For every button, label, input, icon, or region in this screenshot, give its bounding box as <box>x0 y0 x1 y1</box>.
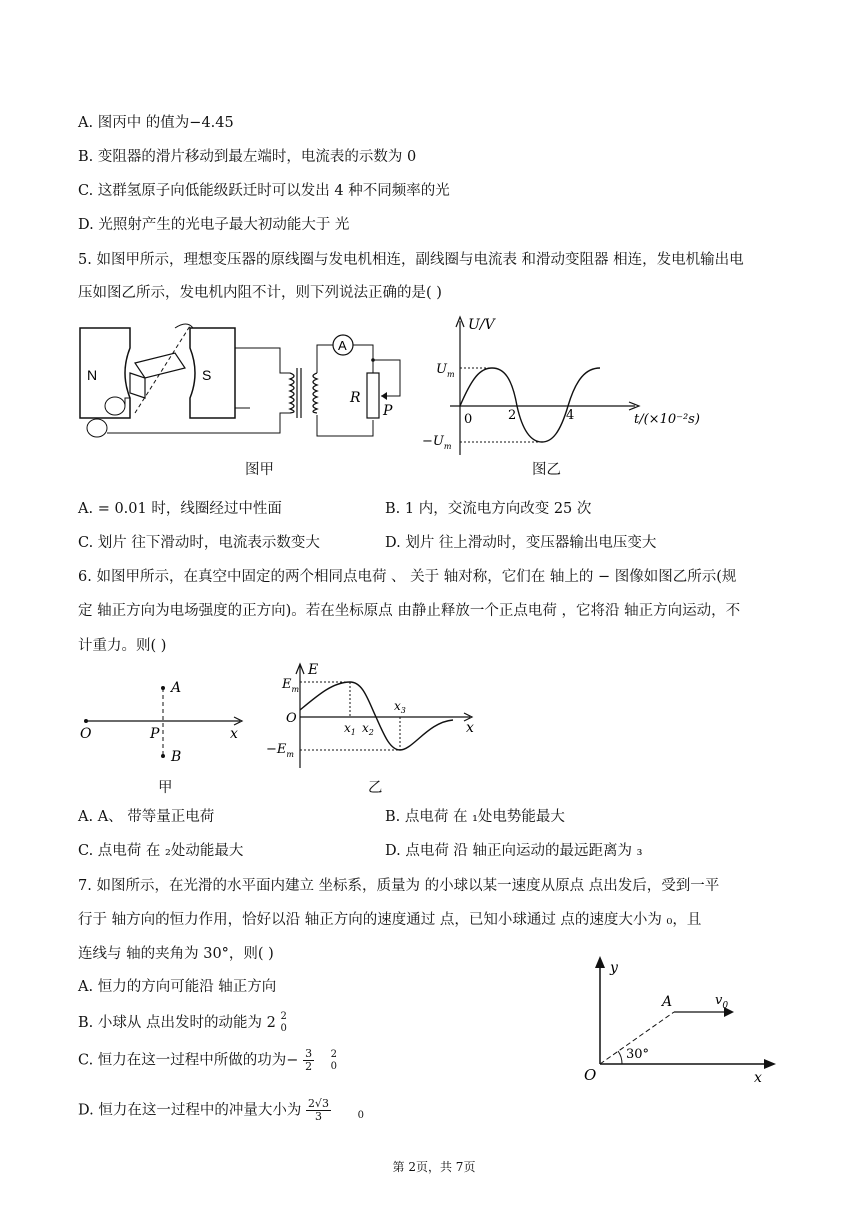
x-axis-label: x <box>754 1070 762 1086</box>
q7-option-b-text: B. 小球从 点出发时的动能为 2 <box>78 1015 276 1031</box>
q7-option-d-fraction <box>306 1098 331 1123</box>
x3-sub: 3 <box>400 706 406 715</box>
q7-stem-line2: 行于 轴方向的恒力作用，恰好以沿 轴正方向的速度通过 点，已知小球通过 点的速度大小为 ₀，且 <box>78 912 702 928</box>
em-label: E <box>282 677 292 692</box>
q7-option-c-numerator: 3 <box>305 1047 313 1060</box>
y-axis-label: U/V <box>468 317 495 333</box>
point-p-label: P <box>150 726 160 742</box>
q5-fig-a-caption: 图甲 <box>245 462 274 478</box>
svg-text:Um <box>436 362 455 379</box>
x2-label: x <box>362 721 369 735</box>
q5-option-a: A. = 0.01 时，线圈经过中性面 <box>78 501 282 517</box>
um-sub: m <box>446 370 455 379</box>
origin-label: 0 <box>464 412 473 427</box>
q7-option-d-sub: 0 <box>357 1109 364 1121</box>
q7-option-c-fraction <box>303 1048 314 1073</box>
magnet-s-label: S <box>202 367 212 383</box>
x2-sub: 2 <box>368 728 374 737</box>
velocity-sub: 0 <box>722 1001 729 1011</box>
origin-o-label: O <box>80 726 92 742</box>
x-axis-label: x <box>466 720 474 736</box>
origin-label: O <box>584 1066 597 1084</box>
x-axis-label: x <box>230 726 238 742</box>
q7-option-c-sub: 0 <box>330 1060 338 1072</box>
x-axis-label: t/(×10⁻²s) <box>634 412 700 427</box>
svg-text:x2 <box>362 721 374 737</box>
y-axis-label: y <box>610 960 618 976</box>
page-footer: 第 2页，共 7页 <box>392 1160 476 1174</box>
q7-option-d-text: D. 恒力在这一过程中的冲量大小为 <box>78 1102 302 1119</box>
q6-option-a: A. A、 带等量正电荷 <box>78 809 215 825</box>
q7-option-b-sup: 2 <box>280 1011 287 1022</box>
q7-option-c <box>78 1048 337 1073</box>
q7-option-c-sup: 2 <box>330 1048 338 1060</box>
svg-text:Em <box>281 677 300 694</box>
q6-figure-charges <box>78 676 248 776</box>
svg-text:−Em <box>266 742 294 759</box>
q6-fig-a-caption: 甲 <box>158 780 173 796</box>
svg-text:−Um <box>422 434 452 451</box>
q7-figure-coordinate <box>582 952 782 1087</box>
q6-fig-b-caption: 乙 <box>368 780 383 796</box>
ammeter-label: A <box>338 338 347 353</box>
charge-b-label: B <box>171 749 182 765</box>
neg-em-sub: m <box>286 750 294 759</box>
q4-option-d: D. 光照射产生的光电子最大初动能大于 光 <box>78 217 350 233</box>
q6-stem-line1: 6. 如图甲所示，在真空中固定的两个相同点电荷 、 关于 轴对称，它们在 轴上的 − 图像如图乙所示(规 <box>78 569 737 585</box>
q6-option-c: C. 点电荷 在 ₂处动能最大 <box>78 843 244 859</box>
svg-text:v0 <box>715 993 728 1011</box>
point-a-label: A <box>662 994 673 1010</box>
q4-option-b: B. 变阻器的滑片移动到最左端时，电流表的示数为 0 <box>78 149 417 165</box>
x1-label: x <box>344 721 351 735</box>
slider-label: P <box>383 403 393 419</box>
q5-option-d: D. 划片 往上滑动时，变压器输出电压变大 <box>385 535 657 551</box>
q5-fig-b-caption: 图乙 <box>532 462 561 478</box>
e-axis-label: E <box>308 662 319 678</box>
q7-option-b <box>78 1011 287 1035</box>
q4-option-c: C. 这群氢原子向低能级跃迁时可以发出 4 种不同频率的光 <box>78 183 450 199</box>
em-sub: m <box>291 685 300 694</box>
q7-option-d <box>78 1098 364 1126</box>
x3-label: x <box>394 699 401 713</box>
q5-option-b: B. 1 内，交流电方向改变 25 次 <box>385 501 592 517</box>
q6-figure-e-x-graph <box>258 660 488 770</box>
q5-option-c: C. 划片 往下滑动时，电流表示数变大 <box>78 535 320 551</box>
neg-em-label: −E <box>266 742 287 757</box>
tick-2-label: 2 <box>508 408 517 423</box>
angle-label: 30° <box>626 1047 650 1062</box>
q5-figure-generator <box>75 318 415 448</box>
q5-stem-line1: 5. 如图甲所示，理想变压器的原线圈与发电机相连，副线圈与电流表 和滑动变阻器 相连，发电机输出电 <box>78 252 744 268</box>
svg-text:x1 <box>344 721 356 737</box>
q7-stem-line1: 7. 如图所示，在光滑的水平面内建立 坐标系，质量为 的小球以某一速度从原点 点出发后，受到一平 <box>78 878 720 894</box>
origin-label: O <box>286 711 297 726</box>
neg-um-sub: m <box>443 442 452 451</box>
tick-4-label: 4 <box>566 408 575 423</box>
velocity-label: v <box>715 993 723 1008</box>
resistor-label: R <box>350 390 361 406</box>
q7-option-d-denominator: 3 <box>314 1110 322 1123</box>
q5-stem-line2: 压如图乙所示，发电机内阻不计，则下列说法正确的是( ) <box>78 285 442 301</box>
q7-option-a: A. 恒力的方向可能沿 轴正方向 <box>78 979 277 995</box>
q6-stem-line3: 计重力。则( ) <box>78 638 167 654</box>
um-label: U <box>436 362 447 377</box>
svg-text:x3 <box>394 699 406 715</box>
q7-option-c-denominator: 2 <box>305 1060 313 1073</box>
q7-option-c-text: C. 恒力在这一过程中所做的功为− <box>78 1052 299 1069</box>
neg-um-label: −U <box>422 434 444 449</box>
q6-option-d: D. 点电荷 沿 轴正向运动的最远距离为 ₃ <box>385 843 643 859</box>
magnet-n-label: N <box>87 367 98 383</box>
q6-option-b: B. 点电荷 在 ₁处电势能最大 <box>385 809 565 825</box>
q7-stem-line3: 连线与 轴的夹角为 30°，则( ) <box>78 946 274 962</box>
q4-option-a: A. 图丙中 的值为−4.45 <box>78 115 234 131</box>
q5-figure-voltage-graph <box>420 313 720 463</box>
q7-option-b-sub: 0 <box>280 1023 287 1034</box>
q7-option-d-numerator: 2√3 <box>307 1097 329 1110</box>
x1-sub: 1 <box>350 728 356 737</box>
charge-a-label: A <box>171 680 182 696</box>
q6-stem-line2: 定 轴正方向为电场强度的正方向)。若在坐标原点 由静止释放一个正点电荷 ，它将沿 轴正方向运动，不 <box>78 603 741 619</box>
